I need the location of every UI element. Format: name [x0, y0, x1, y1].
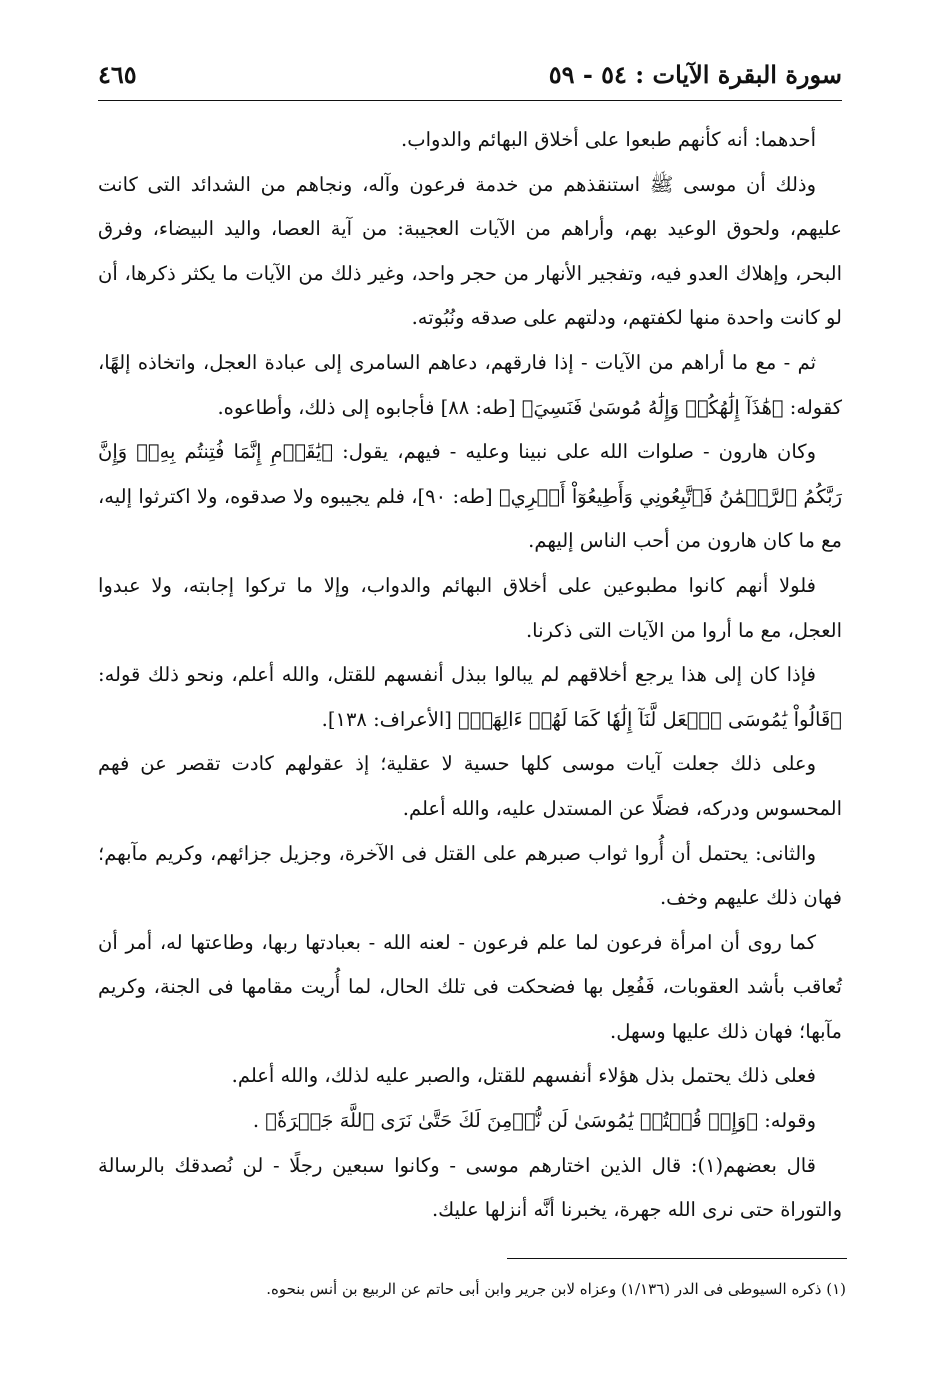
header-divider: [98, 100, 842, 101]
paragraph-8: والثانى: يحتمل أن أُروا ثواب صبرهم على القتل فى الآخرة، وجزيل جزائهم، وكريم مآبهم؛ فهان ذلك عليهم وخف.: [91, 841, 842, 910]
paragraph-3: ثم - مع ما أراهم من الآيات - إذا فارقهم، دعاهم السامرى إلى عبادة العجل، واتخاذه إلهًا، كقوله: ﴿هَٰذَآ إِلَٰهُكُمۡ وَإِلَٰهُ مُوسَىٰ فَنَسِيَ﴾ [طه: ٨٨] فأجابوه إلى ذلك، وأطاعوه.: [91, 350, 842, 419]
paragraph-7: وعلى ذلك جعلت آيات موسى كلها حسية لا عقلية؛ إذ عقولهم كادت تقصر عن فهم المحسوس ودركه، فضلًا عن المستدل عليه، والله أعلم.: [91, 752, 842, 820]
running-header: [98, 58, 842, 98]
paragraph-12: قال بعضهم(١): قال الذين اختارهم موسى - وكانوا سبعين رجلًا - لن نُصدقك بالرسالة والتوراة حتى نرى الله جهرة، يخبرنا أنَّه أنزلها عليك.: [91, 1153, 842, 1222]
paragraph-11: وقوله: ﴿وَإِذۡ قُلۡتُمۡ يَٰمُوسَىٰ لَن نُّؤۡمِنَ لَكَ حَتَّىٰ نَرَى ٱللَّهَ جَهۡرَةٗ﴾ .: [252, 1109, 816, 1133]
paragraph-4: وكان هارون - صلوات الله على نبينا وعليه - فيهم، يقول: ﴿يَٰقَوۡمِ إِنَّمَا فُتِنتُم بِهِۦۖ وَإِنَّ رَبَّكُمُ ٱلرَّحۡمَٰنُ فَٱتَّبِعُونِي وَأَطِيعُوٓاْ أَمۡرِي﴾ [طه: ٩٠]، فلم يجيبوه ولا صدقوه، ولا اكترثوا إليه، مع ما كان هارون من أحب الناس إليهم.: [91, 440, 842, 553]
running-title: سورة البقرة الآيات : ٥٤ - ٥٩: [548, 60, 842, 89]
page-number: ٤٦٥: [98, 60, 137, 89]
footnote-divider: [507, 1258, 847, 1259]
paragraph-2: وذلك أن موسى ﷺ استنقذهم من خدمة فرعون وآله، ونجاهم من الشدائد التى كانت عليهم، ولحوق الوعيد بهم، وأراهم من الآيات العجيبة: من آية العصا، واليد البيضاء، وفرق البحر، وإهلاك العدو فيه، وتفجير الأنهار من حجر واحد، وغير ذلك من الآيات ما يكثر ذكرها، أن لو كانت واحدة منها لكفتهم، ودلتهم على صدقه ونُبُوته.: [91, 172, 842, 330]
paragraph-10: فعلى ذلك يحتمل بذل هؤلاء أنفسهم للقتل، والصبر عليه لذلك، والله أعلم.: [231, 1064, 816, 1088]
paragraph-9: كما روى أن امرأة فرعون لما علم فرعون - لعنه الله - بعبادتها ربها، وطاعتها له، أمر أن تُعاقب بأشد العقوبات، فَفُعِل بها فضحكت فى تلك الحال، لما أُريت مقامها فى الجنة، وكريم مآبها؛ فهان ذلك عليها وسهل.: [91, 930, 842, 1043]
footnotes: [98, 1274, 846, 1304]
paragraph-6: فإذا كان إلى هذا يرجع أخلاقهم لم يبالوا ببذل أنفسهم للقتل، والله أعلم، ونحو ذلك قوله: ﴿قَالُواْ يَٰمُوسَى ٱجۡعَل لَّنَآ إِلَٰهٗا كَمَا لَهُمۡ ءَالِهَةٞ﴾ [الأعراف: ١٣٨].: [91, 663, 842, 731]
paragraph-1: أحدهما: أنه كأنهم طبعوا على أخلاق البهائم والدواب.: [401, 128, 816, 151]
main-text: [91, 118, 842, 1233]
paragraph-5: فلولا أنهم كانوا مطبوعين على أخلاق البهائم والدواب، وإلا ما تركوا إجابته، ولا عبدوا العجل، مع ما أروا من الآيات التى ذكرنا.: [91, 573, 842, 642]
footnote-1: (١) ذكره السيوطى فى الدر (١/١٣٦) وعزاه لابن جرير وابن أبى حاتم عن الربيع بن أنس بنحوه.: [266, 1280, 846, 1298]
